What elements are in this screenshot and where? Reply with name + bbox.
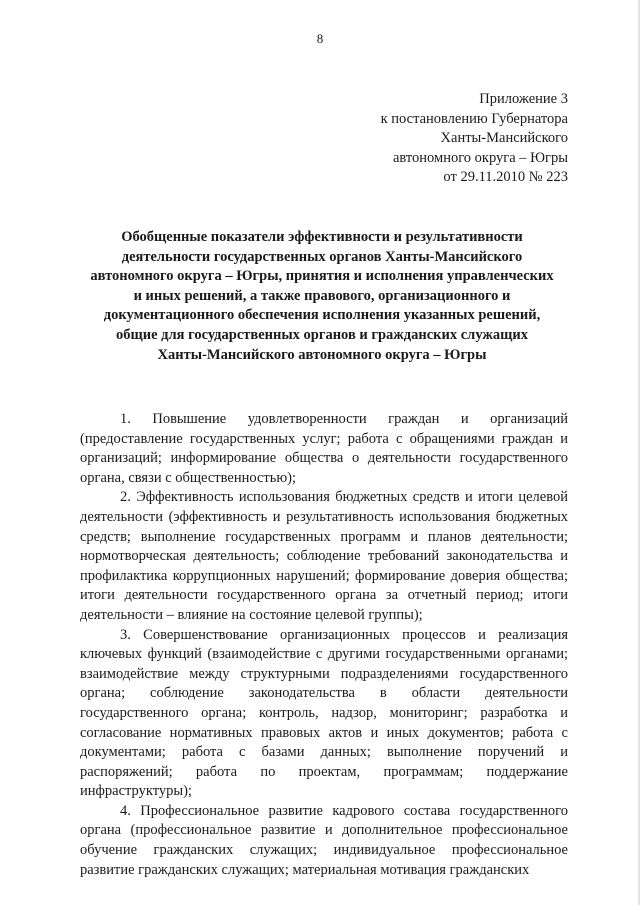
document-title — [78, 228, 566, 365]
appendix-line: от 29.11.2010 № 223 — [443, 169, 568, 186]
title-line: общие для государственных органов и гражданских служащих — [116, 326, 528, 343]
appendix-line: Ханты-Мансийского — [440, 130, 568, 147]
title-line: документационного обеспечения исполнения указанных решений, — [103, 307, 541, 324]
title-line: Ханты-Мансийского автономного округа – Югры — [157, 346, 487, 363]
paragraph-3: 3. Совершенствование организационных процессов и реализация ключевых функций (взаимодействие с другими государственными органами; взаимодействие между структурными подразделениями государственного органа; соблюдение законодательства в области деятельности государственного органа; контроль, надзор, мониторинг; разработка и согласование нормативных правовых актов и иных документов; работа с документами; работа с базами данных; выполнение поручений и распоряжений; работа по проектам, программам; поддержание инфраструктуры); — [80, 626, 568, 800]
appendix-block — [308, 90, 568, 188]
paragraph-4: 4. Профессиональное развитие кадрового состава государственного органа (профессиональное развитие и дополнительное профессиональное обучение гражданских служащих; индивидуальное профессиональное развитие гражданских служащих; материальная мотивация гражданских — [80, 802, 568, 878]
appendix-line: к постановлению Губернатора — [380, 110, 568, 127]
document-body — [80, 410, 568, 880]
title-line: автономного округа – Югры, принятия и исполнения управленческих — [90, 268, 554, 285]
title-line: и иных решений, а также правового, организационного и — [133, 287, 511, 304]
page-number: 8 — [316, 31, 324, 46]
paragraph-1: 1. Повышение удовлетворенности граждан и организаций (предоставление государственных услуг; работа с обращениями граждан и организаций; информирование общества о деятельности государственного органа, связи с общественностью); — [80, 411, 568, 486]
paragraph-2: 2. Эффективность использования бюджетных средств и итоги целевой деятельности (эффективность и результативность использования бюджетных средств; выполнение государственных программ и планов деятельности; нормотворческая деятельность; соблюдение требований законодательства и профилактика коррупционных нарушений; формирование доверия общества; итоги деятельности государственного органа за отчетный период; итоги деятельности – влияние на состояние целевой группы); — [80, 489, 568, 623]
appendix-line: Приложение 3 — [479, 91, 568, 107]
appendix-line: автономного округа – Югры — [392, 149, 568, 166]
title-line: Обобщенные показатели эффективности и результативности — [121, 229, 523, 245]
title-line: деятельности государственных органов Ханты-Мансийского — [121, 248, 523, 265]
